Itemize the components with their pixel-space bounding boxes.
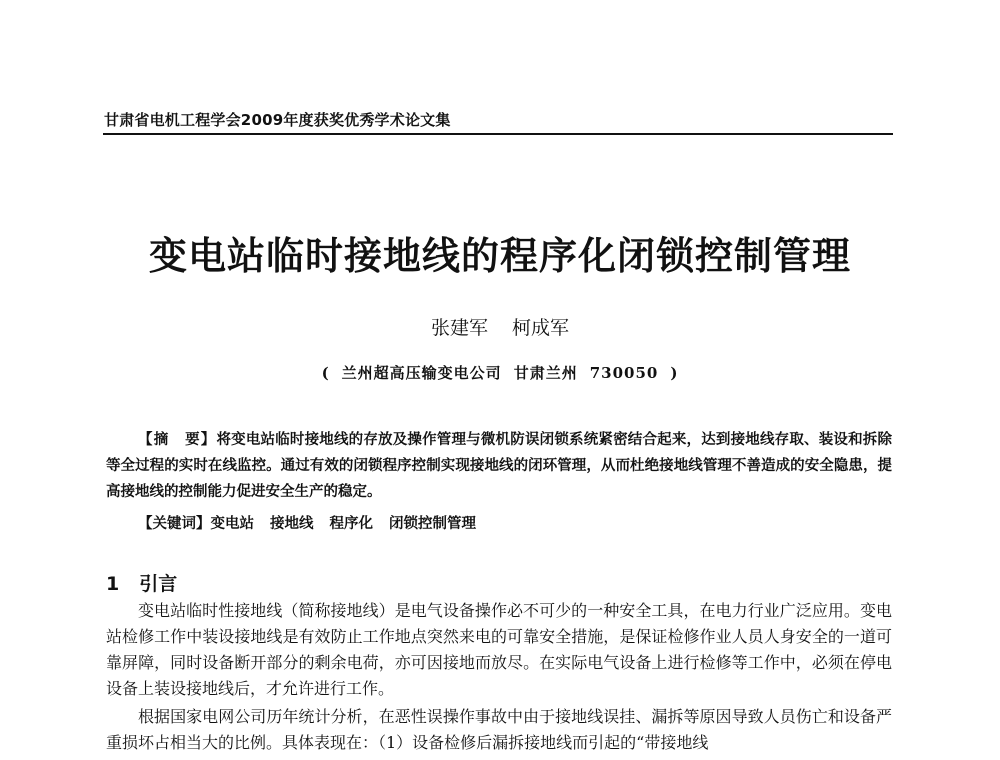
author-name: 柯成军 [512,317,570,339]
affiliation-postcode: 730050 [589,364,659,382]
affiliation-company: 兰州超高压输变电公司 [341,364,502,382]
keywords [138,512,492,533]
body-paragraph: 变电站临时性接地线（简称接地线）是电气设备操作必不可少的一种安全工具，在电力行业广泛应用。变电站检修工作中装设接地线是有效防止工作地点突然来电的可靠安全措施，是保证检修作业人员人身安全的一道可靠屏障，同时设备断开部分的剩余电荷，亦可因接地而放尽。在实际电气设备上进行检修等工作中，必须在停电设备上装设接地线后，才允许进行工作。 [106,601,892,698]
keyword: 闭锁控制管理 [389,515,476,532]
keyword: 程序化 [329,515,373,532]
affiliation-open-paren: ( [321,364,330,382]
author-name: 张建军 [430,317,488,339]
author-list [0,313,1000,340]
section-number: 1 [106,573,120,595]
running-header: 甘肃省电机工程学会2009年度获奖优秀学术论文集 [104,111,451,129]
affiliation-close-paren: ) [670,364,679,382]
affiliation-location: 甘肃兰州 [513,364,578,382]
abstract-text: 将变电站临时接地线的存放及操作管理与微机防误闭锁系统紧密结合起来，达到接地线存取、装设和拆除等全过程的实时在线监控。通过有效的闭锁程序控制实现接地线的闭环管理，从而杜绝接地线管理不善造成的安全隐患，提高接地线的控制能力促进安全生产的稳定。 [106,431,892,500]
section-title: 引言 [139,573,178,595]
header-rule [103,133,893,135]
affiliation [0,362,1000,383]
keyword: 变电站 [210,515,254,532]
abstract-tag: 【摘 要】 [138,431,217,448]
paper-title: 变电站临时接地线的程序化闭锁控制管理 [148,233,851,278]
abstract [106,427,892,505]
keyword: 接地线 [270,515,314,532]
body-paragraph: 根据国家电网公司历年统计分析，在恶性误操作事故中由于接地线误挂、漏拆等原因导致人员伤亡和设备严重损坏占相当大的比例。具体表现在：（1）设备检修后漏拆接地线而引起的“带接地线 [106,707,892,752]
section-heading [106,569,177,596]
keywords-tag: 【关键词】 [138,515,211,532]
